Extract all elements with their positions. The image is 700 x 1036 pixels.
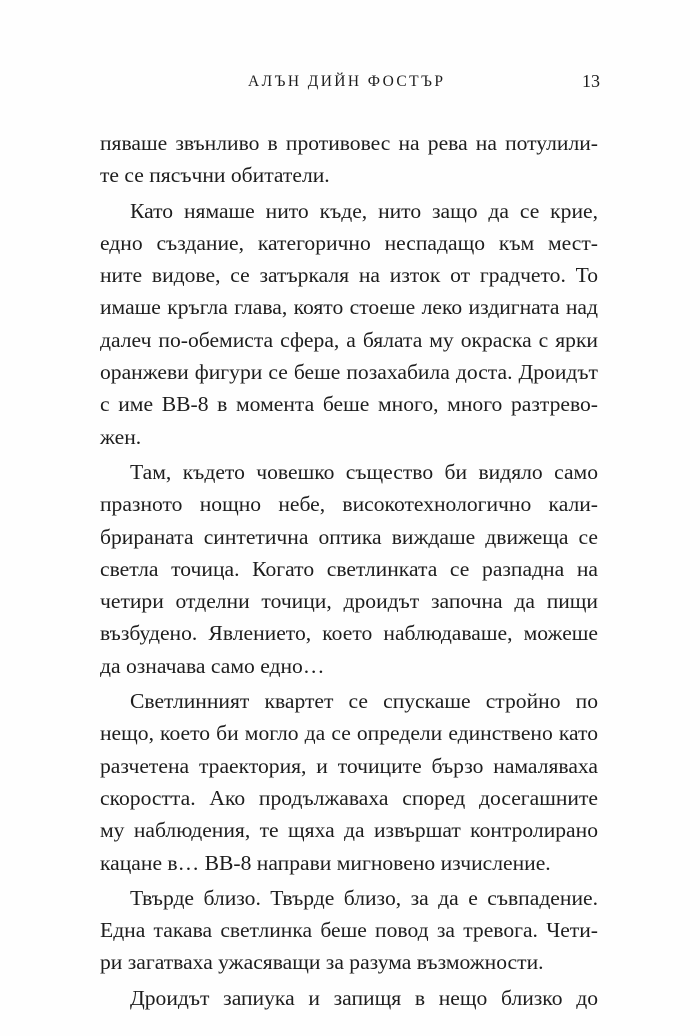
text-line: празното нощно небе, високотехнологично кали- <box>100 492 598 517</box>
paragraph <box>100 195 598 453</box>
text-line: те се пясъчни обитатели. <box>100 163 330 188</box>
text-line: Светлинният квартет се спускаше стройно по <box>130 689 598 714</box>
text-line: далеч по-обемиста сфера, а бялата му окраска с ярки <box>100 327 598 352</box>
paragraph <box>100 882 598 979</box>
text-line: ните видове, се затъркаля на изток от градчето. То <box>100 263 598 288</box>
page-number: 13 <box>582 71 600 91</box>
text-line: скоростта. Ако продължаваха според досегашните <box>100 785 598 810</box>
text-line: брираната синтетична оптика виждаше движеща се <box>100 524 598 549</box>
text-line: Като нямаше нито къде, нито защо да се крие, <box>130 198 598 223</box>
paragraph <box>100 127 598 192</box>
text-line: Една такава светлинка беше повод за тревога. Чети- <box>100 918 598 943</box>
text-line: разчетена траектория, и точиците бързо намаляваха <box>100 753 598 778</box>
text-line: светла точица. Когато светлинката се разпадна на <box>100 556 598 581</box>
text-line: жен. <box>100 424 142 449</box>
text-line: възбудено. Явлението, което наблюдаваше, можеше <box>100 621 598 646</box>
running-title: АЛЪН ДИЙН ФОСТЪР <box>248 73 446 90</box>
text-line: Дроидът запиука и запищя в нещо близко до <box>130 985 598 1010</box>
paragraph <box>100 982 598 1014</box>
text-line: му наблюдения, те щяха да извършат контролирано <box>100 818 598 843</box>
text-line: едно създание, категорично неспадащо към мест- <box>100 230 598 255</box>
text-line: имаше кръгла глава, която стоеше леко издигната над <box>100 295 598 320</box>
text-line: да означава само едно… <box>100 653 325 678</box>
text-line: с име BB-8 в момента беше много, много разтрево- <box>100 392 598 417</box>
body-text <box>100 127 598 1014</box>
text-line: ри загатваха ужасяващи за разума възможности. <box>100 950 544 975</box>
paragraph <box>100 685 598 879</box>
text-line: оранжеви фигури се беше позахабила доста. Дроидът <box>100 360 598 385</box>
text-line: четири отделни точици, дроидът започна да пищи <box>100 589 598 614</box>
text-line: Твърде близо. Твърде близо, за да е съвпадение. <box>130 885 598 910</box>
text-line: нещо, което би могло да се определи единствено като <box>100 721 598 746</box>
paragraph <box>100 456 598 682</box>
text-line: кацане в… BB-8 направи мигновено изчисление. <box>100 850 551 875</box>
text-line: Там, където човешко същество би видяло само <box>130 459 598 484</box>
text-line: пяваше звънливо в противовес на рева на потулили- <box>100 131 598 155</box>
